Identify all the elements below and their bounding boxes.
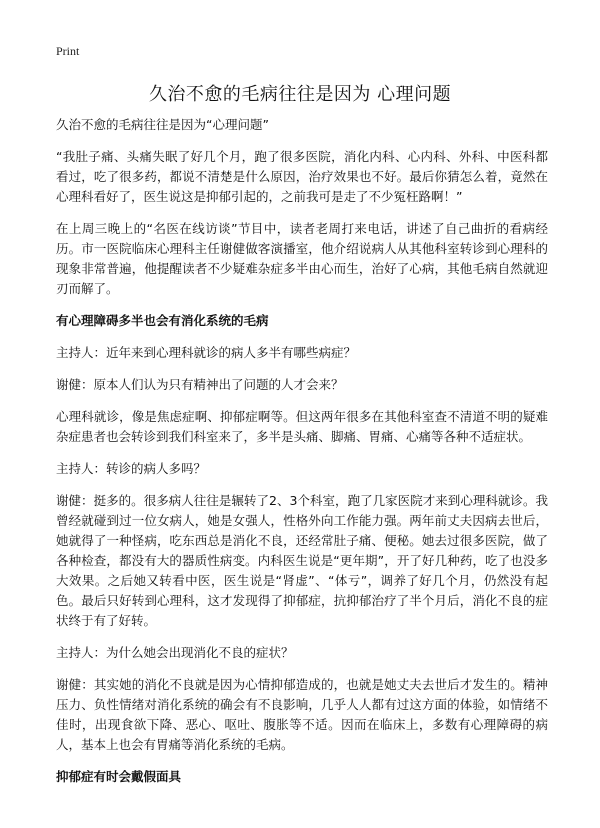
answer-3: 谢健：其实她的消化不良就是因为心情抑郁造成的，也就是她丈夫去世后才发生的。精神压力、负性情绪对消化系统的确会有不良影响，几乎人人都有过这方面的体验，如情绪不佳时，出现食欲下降、恶心、呕吐、腹胀等不适。因而在临床上，多数有心理障碍的病人，基本上也会有胃痛等消化系统的毛病。 [56, 677, 548, 752]
section-heading-digestive: 有心理障碍多半也会有消化系统的毛病 [56, 313, 269, 328]
article-subtitle: 久治不愈的毛病往往是因为“心理问题” [56, 117, 269, 132]
host-question-3: 主持人：为什么她会出现消化不良的症状？ [56, 645, 294, 660]
paragraph-patient-quote: “我肚子痛、头痛失眠了好几个月，跑了很多医院，消化内科、心内科、外科、中医科都看过，吃了很多药，都说不清楚是什么原因，治疗效果也不好。最后你猜怎么着，竟然在心理科看好了，医生说这是抑郁引起的，之前我可是走了不少冤枉路啊！” [56, 149, 548, 204]
answer-2: 谢健：挺多的。很多病人往往是辗转了2、3个科室，跑了几家医院才来到心理科就诊。我曾经就碰到过一位女病人，她是女强人，性格外向工作能力强。两年前丈夫因病去世后，她就得了一种怪病，吃东西总是消化不良，还经常肚子痛、便秘。她去过很多医院，做了各种检查，都没有大的器质性病变。内科医生说是“更年期”，开了好几种药，吃了也没多大效果。之后她又转看中医，医生说是“肾虚”、“体亏”，调养了好几个月，仍然没有起色。最后只好转到心理科，这才发现得了抑郁症，抗抑郁治疗了半个月后，消化不良的症状终于有了好转。 [56, 493, 548, 628]
answer-1-part-2: 心理科就诊，像是焦虑症啊、抑郁症啊等。但这两年很多在其他科室查不清道不明的疑难杂症患者也会转诊到我们科室来了，多半是头痛、脚痛、胃痛、心痛等各种不适症状。 [56, 409, 548, 444]
host-question-2: 主持人：转诊的病人多吗？ [56, 461, 207, 476]
answer-1-part-1: 谢健：原本人们认为只有精神出了问题的人才会来？ [56, 377, 344, 392]
section-heading-depression: 抑郁症有时会戴假面具 [56, 769, 182, 784]
host-question-1: 主持人：近年来到心理科就诊的病人多半有哪些病症？ [56, 345, 357, 360]
print-link[interactable]: Print [56, 44, 80, 58]
paragraph-intro: 在上周三晚上的“名医在线访谈”节目中，读者老周打来电话，讲述了自己曲折的看病经历。市一医院临床心理科主任谢健做客演播室，他介绍说病人从其他科室转诊到心理科的现象非常普遍，他提醒读者不少疑难杂症多半由心而生，治好了心病，其他毛病自然就迎刃而解了。 [56, 221, 548, 296]
article-body [56, 115, 548, 799]
page-title: 久治不愈的毛病往往是因为 心理问题 [148, 84, 452, 105]
